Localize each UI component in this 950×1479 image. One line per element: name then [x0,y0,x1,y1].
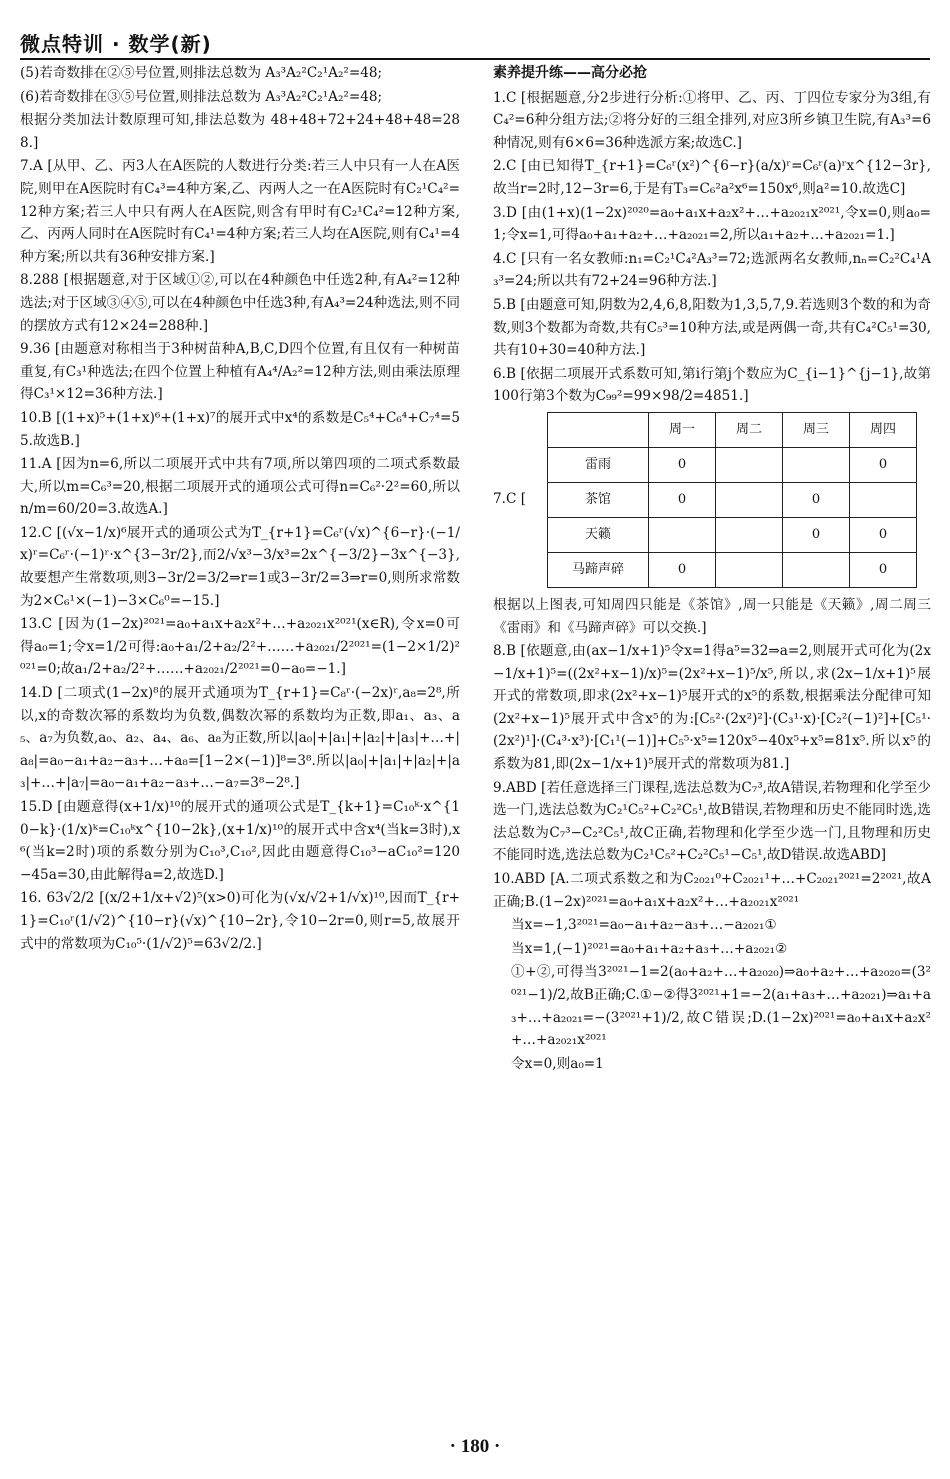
table-header-cell [548,412,649,447]
table-cell [716,517,783,552]
answer-item-10: 10.B [(1+x)⁵+(1+x)⁶+(1+x)⁷的展开式中x⁴的系数是C₅⁴+C₆⁴+C₇⁴=55.故选B.] [20,409,460,449]
answer-item-14: 14.D [二项式(1−2x)⁸的展开式通项为T_{r+1}=C₈ʳ·(−2x)ʳ,a₈=2⁸,所以,x的奇数次幂的系数均为负数,偶数次幂的系数均为正数,即a₁、a₃、a₅、a₇为负数,a₀、a₂、a₄、a₆、a₈为正数,所以|a₀|+|a₁|+|a₂|+|a₃|+…+|a₈|=a₀−a₁+a₂−a₃+…+a₈=[1−2×(−1)]⁸=3⁸.所以|a₀|+|a₁|+|a₂|+|a₃|+…+|a₇|=a₀−a₁+a₂−a₃+…−a₇=3⁸−2⁸.] [20,685,460,792]
answer-item-12: 12.C [(√x−1/x)⁶展开式的通项公式为T_{r+1}=C₆ʳ(√x)^{6−r}·(−1/x)ʳ=C₆ʳ·(−1)ʳ·x^{3−3r/2},而2/√x³−3/x³=2x^{−3/2}−3x^{−3},故要想产生常数项,则3−3r/2=3/2⇒r=1或3−3r/2=3⇒r=0,则所求常数为2×C₆¹×(−1)−3×C₆⁰=−15.] [20,524,460,609]
table-cell: 0 [649,447,716,482]
answer-item-5: 5.B [由题意可知,阴数为2,4,6,8,阳数为1,3,5,7,9.若选则3个数的和为奇数,则3个数都为奇数,共有C₅³=10种方法,或是两偶一奇,共有C₄²C₅¹=30,共有10+30=40种方法.] [493,296,931,359]
answer-item-15: 15.D [由题意得(x+1/x)¹⁰的展开式的通项公式是T_{k+1}=C₁₀ᵏ·x^{10−k}·(1/x)ᵏ=C₁₀ᵏx^{10−2k},(x+1/x)¹⁰的展开式中含x⁴(当k=3时),x⁶(当k=2时)项的系数分别为C₁₀³,C₁₀²,因此由题意得C₁₀³−aC₁₀²=120−45a=30,由此解得a=2,故选D.] [20,799,460,883]
book-title: 微点特训 · 数学(新) [20,32,212,56]
table-row [548,552,917,587]
answer-item-7-block [493,412,931,639]
answer-item-10: 10.ABD [A.二项式系数之和为C₂₀₂₁⁰+C₂₀₂₁¹+…+C₂₀₂₁²⁰²¹=2²⁰²¹,故A正确;B.(1−2x)²⁰²¹=a₀+a₁x+a₂x²+…+a₂₀₂₁x²⁰²¹ [493,871,931,910]
answer-item-8: 8.B [依题意,由(ax−1/x+1)⁵令x=1得a⁵=32⇒a=2,则展开式可化为(2x−1/x+1)⁵=((2x²+x−1)/x)⁵=(2x²+x−1)⁵/x⁵,所以,求(2x−1/x+1)⁵展开式的常数项,即求(2x²+x−1)⁵展开式的x⁵的系数,根据乘法分配律可知(2x²+x−1)⁵展开式中含x⁵的为:[C₅²·(2x²)²]·(C₃¹·x)·[C₂²(−1)²]+[C₅¹·(2x²)¹]·(C₄³·x³)·[C₁¹(−1)]+C₅⁵·x⁵=120x⁵−40x⁵+x⁵=81x⁵.所以x⁵的系数为81,即(2x−1/x+1)⁵展开式的常数项为81.] [493,643,931,773]
answer-item-7-label: 7.C [ [493,490,526,507]
table-row [548,482,917,517]
table-cell [783,447,850,482]
schedule-table [547,412,917,588]
answer-item-9: 9.36 [由题意对称相当于3种树苗种A,B,C,D四个位置,有且仅有一种树苗重复,有C₃¹种选法;在四个位置上种植有A₄⁴/A₂²=12种方法,则由乘法原理得C₃¹×12=36种方法.] [20,341,460,403]
table-cell: 0 [850,517,917,552]
row-label: 马蹄声碎 [548,552,649,587]
page-number: · 180 · [449,1436,501,1457]
table-header-cell: 周四 [850,412,917,447]
table-row [548,517,917,552]
answer-item-8: 8.288 [根据题意,对于区域①②,可以在4种颜色中任选2种,有A₄²=12种选法;对于区域③④⑤,可以在4种颜色中任选3种,有A₄³=24种选法,则不同的摆放方式有12×24=288种.] [20,272,460,334]
section-title: 素养提升练——高分必抢 [493,65,647,81]
row-label: 天籁 [548,517,649,552]
table-cell [716,447,783,482]
table-cell [783,552,850,587]
answer-item-2: 2.C [由已知得T_{r+1}=C₆ʳ(x²)^{6−r}(a/x)ʳ=C₆ʳ(a)ʳx^{12−3r},故当r=2时,12−3r=6,于是有T₃=C₆²a²x⁶=150x⁶,则a²=10.故选C] [493,158,931,197]
table-cell: 0 [649,552,716,587]
answer-item-3: 3.D [由(1+x)(1−2x)²⁰²⁰=a₀+a₁x+a₂x²+…+a₂₀₂₁x²⁰²¹,令x=0,则a₀=1;令x=1,可得a₀+a₁+a₂+…+a₂₀₂₁=2,所以a₁+a₂+…+a₂₀₂₁=1.] [493,204,931,244]
table-cell: 0 [783,517,850,552]
answer-line: 当x=1,(−1)²⁰²¹=a₀+a₁+a₂+a₃+…+a₂₀₂₁② [511,940,788,957]
answer-item-7: 7.A [从甲、乙、丙3人在A医院的人数进行分类:若三人中只有一人在A医院,则甲在A医院时有C₄³=4种方案,乙、丙两人之一在A医院时有C₂¹C₄²=12种方案;若三人中只有两人在A医院,则含有甲时有C₂¹C₄²=12种方案,乙、丙两人同时在A医院时有C₄¹=4种方案;若三人均在A医院,则有C₄¹=4种方案;所以共有36种安排方案.] [20,158,460,265]
answer-line: 当x=−1,3²⁰²¹=a₀−a₁+a₂−a₃+…−a₂₀₂₁① [511,917,777,934]
table-cell: 0 [783,482,850,517]
answer-item-7-conclusion: 根据以上图表,可知周四只能是《茶馆》,周一只能是《天籁》,周二周三《雷雨》和《马蹄声碎》可以交换.] [493,596,931,636]
table-cell [716,482,783,517]
answer-paragraph: (5)若奇数排在②⑤号位置,则排法总数为 A₃³A₂²C₂¹A₂²=48; [20,65,383,81]
answer-item-16: 16. 63√2/2 [(x/2+1/x+√2)⁵(x>0)可化为(√x/√2+1/√x)¹⁰,因而T_{r+1}=C₁₀ʳ(1/√2)^{10−r}(√x)^{10−2r},令10−2r=0,则r=5,故展开式中的常数项为C₁₀⁵·(1/√2)⁵=63√2/2.] [20,890,460,952]
table-cell [649,517,716,552]
table-cell: 0 [649,482,716,517]
table-header-cell: 周一 [649,412,716,447]
table-header-cell: 周二 [716,412,783,447]
left-column [20,62,460,956]
answer-item-11: 11.A [因为n=6,所以二项展开式中共有7项,所以第四项的二项式系数最大,所以m=C₆³=20,根据二项展开式的通项公式可得n=C₆²·2²=60,所以n/m=60/20=3.故选A.] [20,456,460,518]
answer-item-1: 1.C [根据题意,分2步进行分析:①将甲、乙、丙、丁四位专家分为3组,有C₄²=6种分组方法;②将分好的三组全排列,对应3所乡镇卫生院,有A₃³=6种情况,则有6×6=36种选派方案;故选C.] [493,89,931,151]
answer-item-13: 13.C [因为(1−2x)²⁰²¹=a₀+a₁x+a₂x²+…+a₂₀₂₁x²⁰²¹(x∈R),令x=0可得a₀=1;令x=1/2可得:a₀+a₁/2+a₂/2²+……+a₂₀₂₁/2²⁰²¹=(1−2×1/2)²⁰²¹=0;故a₁/2+a₂/2²+……+a₂₀₂₁/2²⁰²¹=0−a₀=−1.] [20,616,460,678]
page-header [20,10,930,54]
table-cell: 0 [850,552,917,587]
table-cell: 0 [850,447,917,482]
table-cell [716,552,783,587]
answer-line: ①+②,可得当3²⁰²¹−1=2(a₀+a₂+…+a₂₀₂₀)⇒a₀+a₂+…+a₂₀₂₀=(3²⁰²¹−1)/2,故B正确;C.①−②得3²⁰²¹+1=−2(a₁+a₃+…+a₂₀₂₁)⇒a₁+a₃+…+a₂₀₂₁=−(3²⁰²¹+1)/2,故C错误;D.(1−2x)²⁰²¹=a₀+a₁x+a₂x²+…+a₂₀₂₁x²⁰²¹ [511,964,931,1049]
row-label: 雷雨 [548,447,649,482]
header-divider [20,58,930,60]
answer-item-4: 4.C [只有一名女教师:n₁=C₂¹C₄²A₃³=72;选派两名女教师,nₙ=C₂²C₄¹A₃³=24;所以共有72+24=96种方法.] [493,250,931,290]
answer-line: 令x=0,则a₀=1 [511,1055,604,1072]
table-header-cell: 周三 [783,412,850,447]
row-label: 茶馆 [548,482,649,517]
table-header-row [548,412,917,447]
right-column [493,62,931,1076]
answer-item-6: 6.B [依据二项展开式系数可知,第i行第j个数应为C_{i−1}^{j−1},故第100行第3个数为C₉₉²=99×98/2=4851.] [493,365,931,405]
answer-item-9: 9.ABD [若任意选择三门课程,选法总数为C₇³,故A错误,若物理和化学至少选一门,选法总数为C₂¹C₅²+C₂²C₅¹,故B错误,若物理和历史不能同时选,选法总数为C₇³−C₂²C₅¹,故C正确,若物理和化学至少选一门,且物理和历史不能同时选,选法总数为C₂¹C₅²+C₂²C₅¹−C₅¹,故D错误.故选ABD] [493,779,931,864]
answer-paragraph: 根据分类加法计数原理可知,排法总数为 48+48+72+24+48+48=288.] [20,112,460,151]
answer-paragraph: (6)若奇数排在③⑤号位置,则排法总数为 A₃³A₂²C₂¹A₂²=48; [20,88,383,105]
table-row [548,447,917,482]
table-cell [850,482,917,517]
